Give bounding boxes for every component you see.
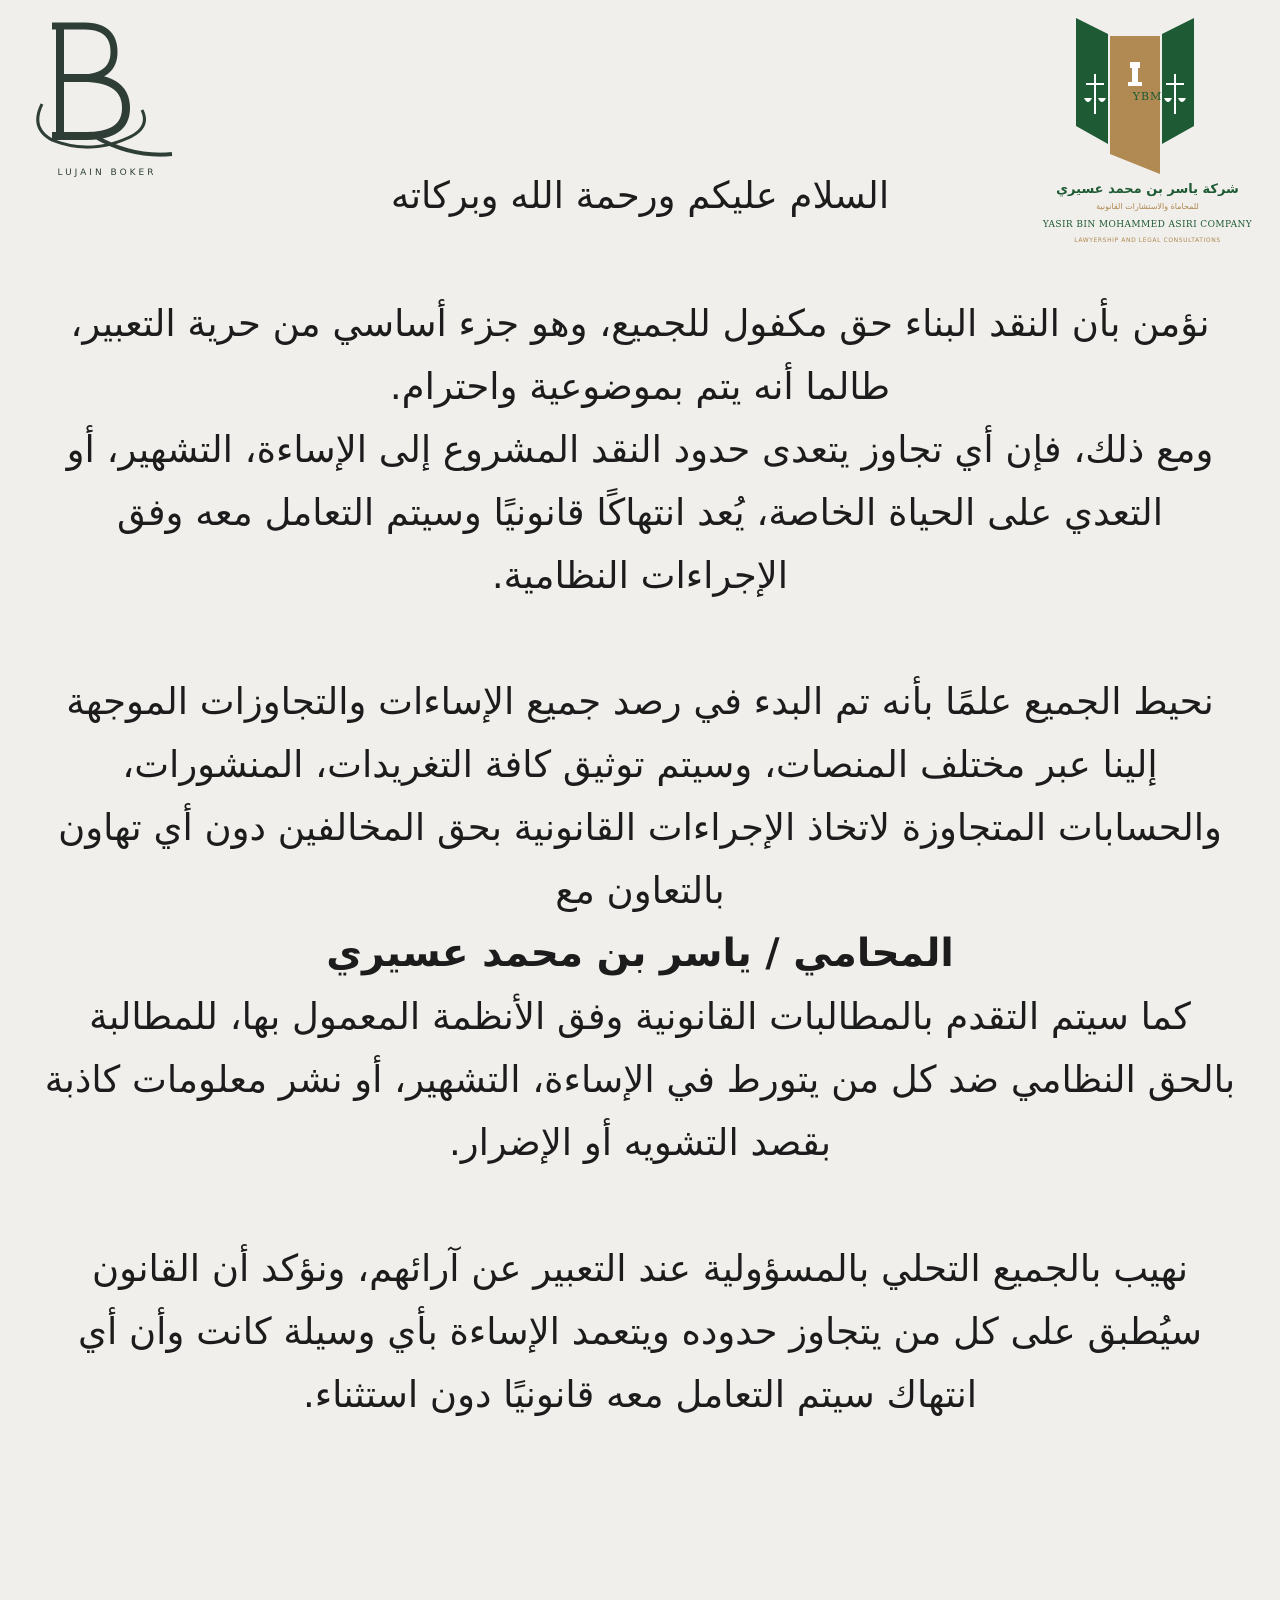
paragraph-violations: ومع ذلك، فإن أي تجاوز يتعدى حدود النقد المشروع إلى الإساءة، التشهير، أو التعدي على الحياة الخاصة، يُعد انتهاكًا قانونيًا وسيتم التعامل معه وفق الإجراءات النظامية. xyxy=(66,428,1214,597)
paragraph-legal-claims: كما سيتم التقدم بالمطالبات القانونية وفق الأنظمة المعمول بها، للمطالبة بالحق النظامي ضد كل من يتورط في الإساءة، التشهير، أو نشر معلومات كاذبة بقصد التشويه أو الإضرار. xyxy=(44,995,1236,1164)
paragraph-spacer xyxy=(40,607,1240,670)
ybm-monogram: YBM xyxy=(1132,90,1163,103)
lb-monogram-icon xyxy=(22,18,192,168)
lawyer-name: المحامي / ياسر بن محمد عسيري xyxy=(326,931,954,976)
lujain-boker-logo xyxy=(22,18,192,186)
paragraph-spacer xyxy=(40,1174,1240,1237)
greeting: السلام عليكم ورحمة الله وبركاته xyxy=(390,174,890,217)
paragraph-constructive-criticism: نؤمن بأن النقد البناء حق مكفول للجميع، وهو جزء أساسي من حرية التعبير، طالما أنه يتم بموضوعية واحترام. xyxy=(70,302,1210,408)
statement-body xyxy=(40,292,1240,1426)
paragraph-responsibility: نهيب بالجميع التحلي بالمسؤولية عند التعبير عن آرائهم، ونؤكد أن القانون سيُطبق على كل من يتجاوز حدوده ويتعمد الإساءة بأي وسيلة كانت وأن أي انتهاك سيتم التعامل معه قانونيًا دون استثناء. xyxy=(77,1247,1202,1416)
company-subtitle-english: LAWYERSHIP AND LEGAL CONSULTATIONS xyxy=(1074,237,1221,244)
lujain-boker-name: LUJAIN BOKER xyxy=(57,168,157,178)
paragraph-monitoring: نحيط الجميع علمًا بأنه تم البدء في رصد جميع الإساءات والتجاوزات الموجهة إلينا عبر مختلف المنصات، وسيتم توثيق كافة التغريدات، المنشورات، والحسابات المتجاوزة لاتخاذ الإجراءات القانونية بحق المخالفين دون أي تهاون بالتعاون مع xyxy=(58,680,1222,912)
company-subtitle-arabic: للمحاماة والاستشارات القانونية xyxy=(1096,202,1199,211)
company-name-english: YASIR BIN MOHAMMED ASIRI COMPANY xyxy=(1042,220,1253,230)
asiri-company-logo xyxy=(1030,14,1265,254)
company-name-arabic: شركة ياسر بن محمد عسيري xyxy=(1056,182,1239,197)
